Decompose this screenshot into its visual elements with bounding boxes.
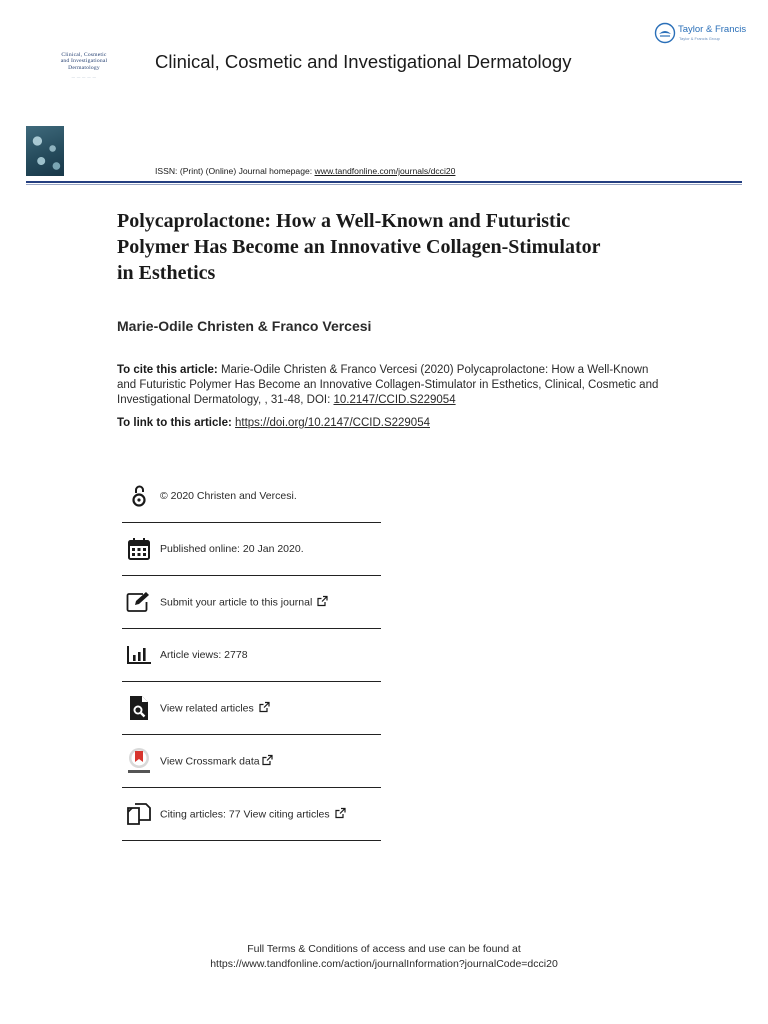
open-access-icon — [126, 483, 152, 509]
issn-text: ISSN: (Print) (Online) Journal homepage: — [155, 166, 315, 176]
logo-line: and Investigational — [60, 58, 108, 65]
submit-row[interactable] — [122, 576, 381, 629]
issn-line — [155, 166, 455, 176]
journal-cover-image[interactable] — [26, 126, 64, 176]
publisher-logo[interactable] — [654, 22, 754, 48]
footer-line: Full Terms & Conditions of access and use can be found at — [247, 943, 521, 955]
logo-subline: — — — — — — [71, 75, 97, 80]
title-line: in Esthetics — [117, 262, 216, 284]
logo-line: Clinical, Cosmetic — [61, 52, 107, 58]
submit-text: Submit your article to this journal — [160, 596, 313, 609]
publisher-logo-icon — [654, 22, 676, 44]
header-divider-thin — [26, 184, 742, 185]
published-date: Published online: 20 Jan 2020. — [160, 543, 304, 555]
external-link-icon — [335, 808, 346, 819]
edit-icon — [126, 589, 152, 615]
crossmark-text: View Crossmark data — [160, 755, 260, 768]
citation-block — [117, 363, 662, 408]
related-articles-link[interactable] — [160, 702, 270, 715]
citing-articles-link[interactable] — [160, 808, 346, 821]
calendar-icon — [126, 536, 152, 562]
crossmark-row[interactable] — [122, 735, 381, 788]
journal-title[interactable]: Clinical, Cosmetic and Investigational Dermatology — [155, 51, 572, 72]
article-info-list — [122, 470, 381, 841]
terms-link[interactable]: https://www.tandfonline.com/action/journalInformation?journalCode=dcci20 — [210, 958, 558, 970]
crossmark-icon — [126, 748, 152, 774]
crossmark-link[interactable] — [160, 755, 273, 768]
publisher-name: Taylor & Francis — [678, 24, 747, 35]
related-text: View related articles — [160, 702, 254, 715]
article-link-line — [117, 417, 430, 429]
submit-article-link[interactable] — [160, 596, 328, 609]
article-title — [117, 208, 677, 286]
title-line: Polycaprolactone: How a Well-Known and Futuristic — [117, 210, 571, 232]
published-row — [122, 523, 381, 576]
bar-chart-icon — [126, 642, 152, 668]
cite-label: To cite this article: — [117, 364, 218, 376]
related-row[interactable] — [122, 682, 381, 735]
header-divider — [26, 181, 742, 183]
cite-text: Marie-Odile Christen & Franco Vercesi (2020) Polycaprolactone: How a Well-Known and Futuristic Polymer Has Become an Innovative Collagen-Stimulator in Esthetics, Clinical, Cosmetic and Investigational Dermatology, , 31-48, DOI: — [117, 364, 659, 406]
citing-text: Citing articles: 77 View citing articles — [160, 808, 330, 821]
link-label: To link to this article: — [117, 417, 235, 429]
journal-homepage-link[interactable]: www.tandfonline.com/journals/dcci20 — [314, 166, 456, 176]
citing-articles-icon — [126, 801, 152, 827]
publisher-subname: Taylor & Francis Group — [679, 36, 720, 41]
doi-link[interactable]: 10.2147/CCID.S229054 — [333, 394, 456, 406]
copyright-row — [122, 470, 381, 523]
views-row — [122, 629, 381, 682]
article-views: Article views: 2778 — [160, 649, 248, 661]
article-authors: Marie-Odile Christen & Franco Vercesi — [117, 318, 372, 334]
title-line: Polymer Has Become an Innovative Collagen-Stimulator — [117, 236, 601, 258]
journal-logo — [46, 52, 122, 81]
external-link-icon — [259, 702, 270, 713]
copyright-text: © 2020 Christen and Vercesi. — [160, 490, 297, 502]
logo-line: Dermatology — [68, 64, 100, 71]
external-link-icon — [262, 755, 273, 766]
citing-row[interactable] — [122, 788, 381, 841]
article-doi-link[interactable]: https://doi.org/10.2147/CCID.S229054 — [235, 417, 430, 429]
external-link-icon — [317, 596, 328, 607]
document-search-icon — [126, 695, 152, 721]
terms-footer — [0, 942, 768, 972]
